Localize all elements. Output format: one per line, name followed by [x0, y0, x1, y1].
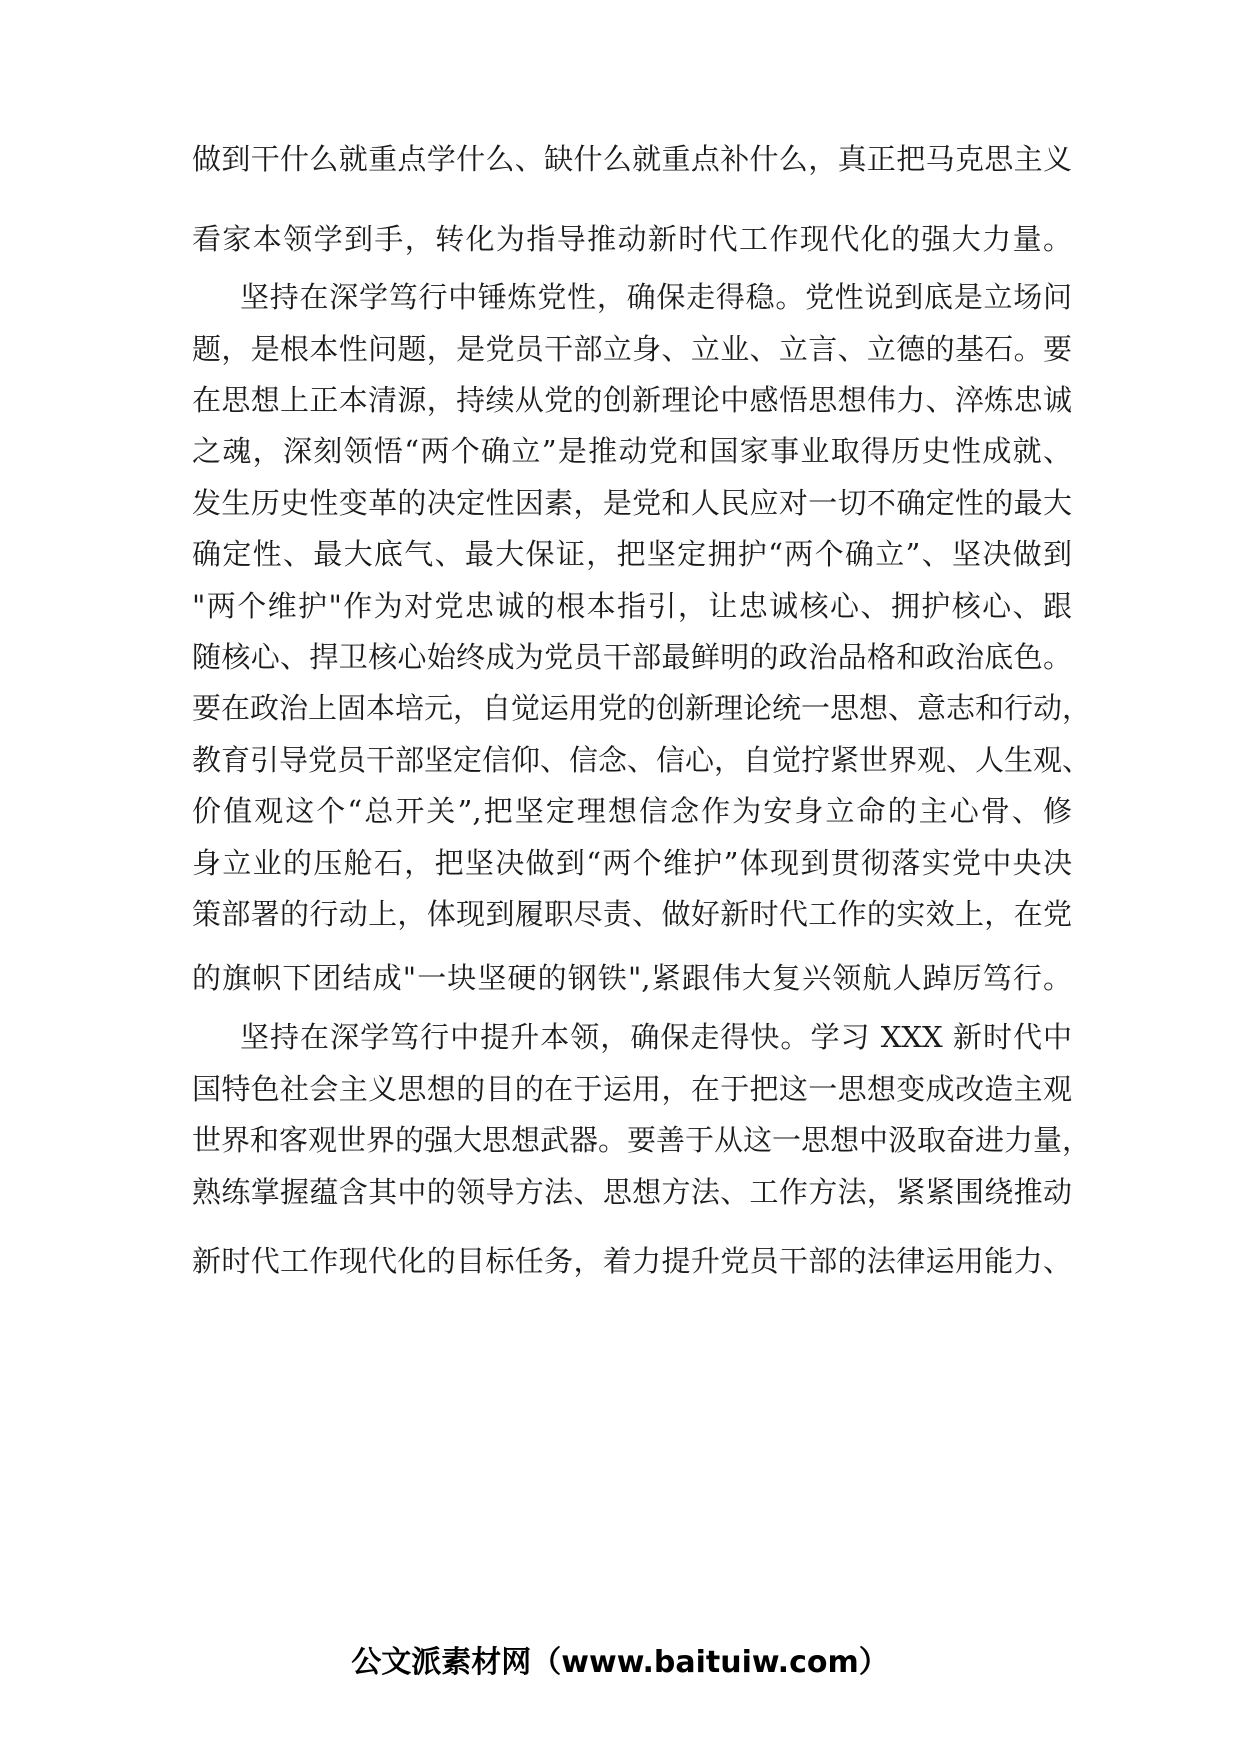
text-line-10: 随核心、捍卫核心始终成为党员干部最鲜明的政治品格和政治底色。: [192, 640, 1072, 674]
text-line-6: 之魂，深刻领悟“两个确立”是推动党和国家事业取得历史性成就、: [192, 434, 1072, 468]
text-line-11: 要在政治上固本培元，自觉运用党的创新理论统一思想、意志和行动，: [192, 691, 1092, 725]
text-line-7: 发生历史性变革的决定性因素，是党和人民应对一切不确定性的最大: [192, 486, 1072, 520]
text-line-3: 坚持在深学笃行中锤炼党性，确保走得稳。党性说到底是立场问: [240, 280, 1072, 314]
text-line-5: 在思想上正本清源，持续从党的创新理论中感悟思想伟力、淬炼忠诚: [192, 383, 1072, 417]
text-line-21: 新时代工作现代化的目标任务，着力提升党员干部的法律运用能力、: [192, 1244, 1072, 1278]
text-line-14: 身立业的压舱石，把坚决做到“两个维护”体现到贯彻落实党中央决: [192, 846, 1072, 880]
text-line-16: 的旗帜下团结成"一块坚硬的钢铁",紧跟伟大复兴领航人踔厉笃行。: [192, 961, 1072, 995]
text-line-13: 价值观这个“总开关”,把坚定理想信念作为安身立命的主心骨、修: [192, 794, 1072, 828]
text-line-1: 做到干什么就重点学什么、缺什么就重点补什么，真正把马克思主义: [192, 142, 1072, 176]
text-line-12: 教育引导党员干部坚定信仰、信念、信心，自觉拧紧世界观、人生观、: [192, 743, 1092, 777]
text-line-9: "两个维护"作为对党忠诚的根本指引，让忠诚核心、拥护核心、跟: [192, 589, 1072, 623]
text-line-19: 世界和客观世界的强大思想武器。要善于从这一思想中汲取奋进力量，: [192, 1123, 1092, 1157]
text-line-8: 确定性、最大底气、最大保证，把坚定拥护“两个确立”、坚决做到: [192, 537, 1072, 571]
text-line-17: 坚持在深学笃行中提升本领，确保走得快。学习 XXX 新时代中: [240, 1020, 1072, 1054]
text-line-18: 国特色社会主义思想的目的在于运用，在于把这一思想变成改造主观: [192, 1072, 1072, 1106]
text-line-4: 题，是根本性问题，是党员干部立身、立业、立言、立德的基石。要: [192, 332, 1072, 366]
text-line-2: 看家本领学到手，转化为指导推动新时代工作现代化的强大力量。: [192, 222, 1072, 256]
text-line-20: 熟练掌握蕴含其中的领导方法、思想方法、工作方法，紧紧围绕推动: [192, 1175, 1072, 1209]
footer-watermark: 公文派素材网（www.baituiw.com）: [351, 1645, 889, 1680]
text-line-15: 策部署的行动上，体现到履职尽责、做好新时代工作的实效上，在党: [192, 897, 1072, 931]
